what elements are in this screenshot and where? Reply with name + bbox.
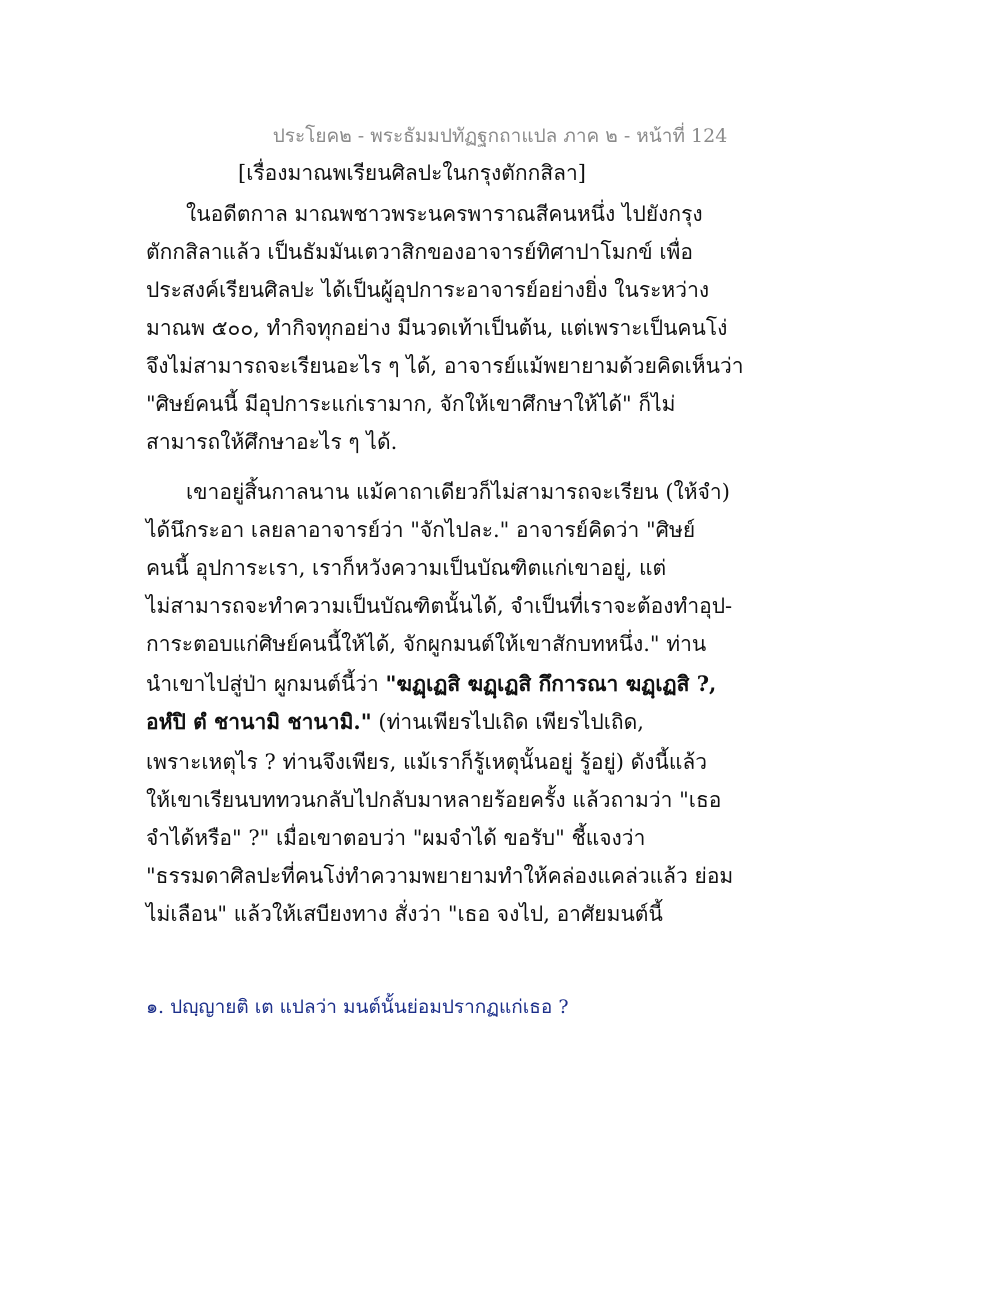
body-line-5: จึงไม่สามารถจะเรียนอะไร ๆ ได้, อาจารย์แม้พยายามด้วยคิดเห็นว่า xyxy=(146,354,744,378)
body-line-1: ในอดีตกาล มาณพชาวพระนครพาราณสีคนหนึ่ง ไปยังกรุง xyxy=(186,202,703,226)
body-line-6: "ศิษย์คนนี้ มีอุปการะแก่เรามาก, จักให้เขาศึกษาให้ได้" ก็ไม่ xyxy=(146,392,676,416)
body-line-10: คนนี้ อุปการะเรา, เราก็หวังความเป็นบัณฑิตแก่เขาอยู่, แต่ xyxy=(146,556,667,580)
body-line-4: มาณพ ๕๐๐, ทำกิจทุกอย่าง มีนวดเท้าเป็นต้น, แต่เพราะเป็นคนโง่ xyxy=(146,316,728,340)
body-line-18: "ธรรมดาศิลปะที่คนโง่ทำความพยายามทำให้คล่องแคล่วแล้ว ย่อม xyxy=(146,864,734,888)
body-line-2: ตักกสิลาแล้ว เป็นธัมมันเตวาสิกของอาจารย์ทิศาปาโมกข์ เพื่อ xyxy=(146,240,693,264)
body-line-11: ไม่สามารถจะทำความเป็นบัณฑิตนั้นได้, จำเป็นที่เราจะต้องทำอุป- xyxy=(146,594,733,618)
body-line-12: การะตอบแก่ศิษย์คนนี้ให้ได้, จักผูกมนต์ให้เขาสักบทหนึ่ง." ท่าน xyxy=(146,632,707,656)
mantra-line-2: อหํปิ ตํ ชานามิ ชานามิ." xyxy=(146,709,372,734)
body-line-17: จำได้หรือ" ?" เมื่อเขาตอบว่า "ผมจำได้ ขอรับ" ชี้แจงว่า xyxy=(146,826,646,850)
body-line-16: ให้เขาเรียนบททวนกลับไปกลับมาหลายร้อยครั้ง แล้วถามว่า "เธอ xyxy=(146,788,722,812)
page-header: ประโยค๒ - พระธัมมปทัฏฐกถาแปล ภาค ๒ - หน้าที่ 124 xyxy=(272,125,728,147)
mantra-intro: นำเขาไปสู่ป่า ผูกมนต์นี้ว่า xyxy=(146,672,386,696)
body-line-8: เขาอยู่สิ้นกาลนาน แม้คาถาเดียวก็ไม่สามารถจะเรียน (ให้จำ) xyxy=(186,480,730,504)
body-line-13 xyxy=(146,668,716,700)
story-title: [เรื่องมาณพเรียนศิลปะในกรุงตักกสิลา] xyxy=(238,161,586,185)
body-line-3: ประสงค์เรียนศิลปะ ได้เป็นผู้อุปการะอาจารย์อย่างยิ่ง ในระหว่าง xyxy=(146,278,710,302)
body-line-9: ได้นึกระอา เลยลาอาจารย์ว่า "จักไปละ." อาจารย์คิดว่า "ศิษย์ xyxy=(146,518,696,542)
body-line-15: เพราะเหตุไร ? ท่านจึงเพียร, แม้เราก็รู้เหตุนั้นอยู่ รู้อยู่) ดังนี้แล้ว xyxy=(146,750,708,774)
body-line-7: สามารถให้ศึกษาอะไร ๆ ได้. xyxy=(146,430,398,454)
body-line-19: ไม่เลือน" แล้วให้เสบียงทาง สั่งว่า "เธอ จงไป, อาศัยมนต์นี้ xyxy=(146,902,663,926)
body-line-14 xyxy=(146,706,644,738)
footnote: ๑. ปญฺญายติ เต แปลว่า มนต์นั้นย่อมปรากฏแก่เธอ ? xyxy=(146,996,569,1018)
mantra-translation: (ท่านเพียรไปเถิด เพียรไปเถิด, xyxy=(371,710,644,734)
mantra-line-1: "ฆฏฺเฏสิ ฆฏฺเฏสิ กึการณา ฆฏฺเฏสิ ?, xyxy=(385,671,717,696)
